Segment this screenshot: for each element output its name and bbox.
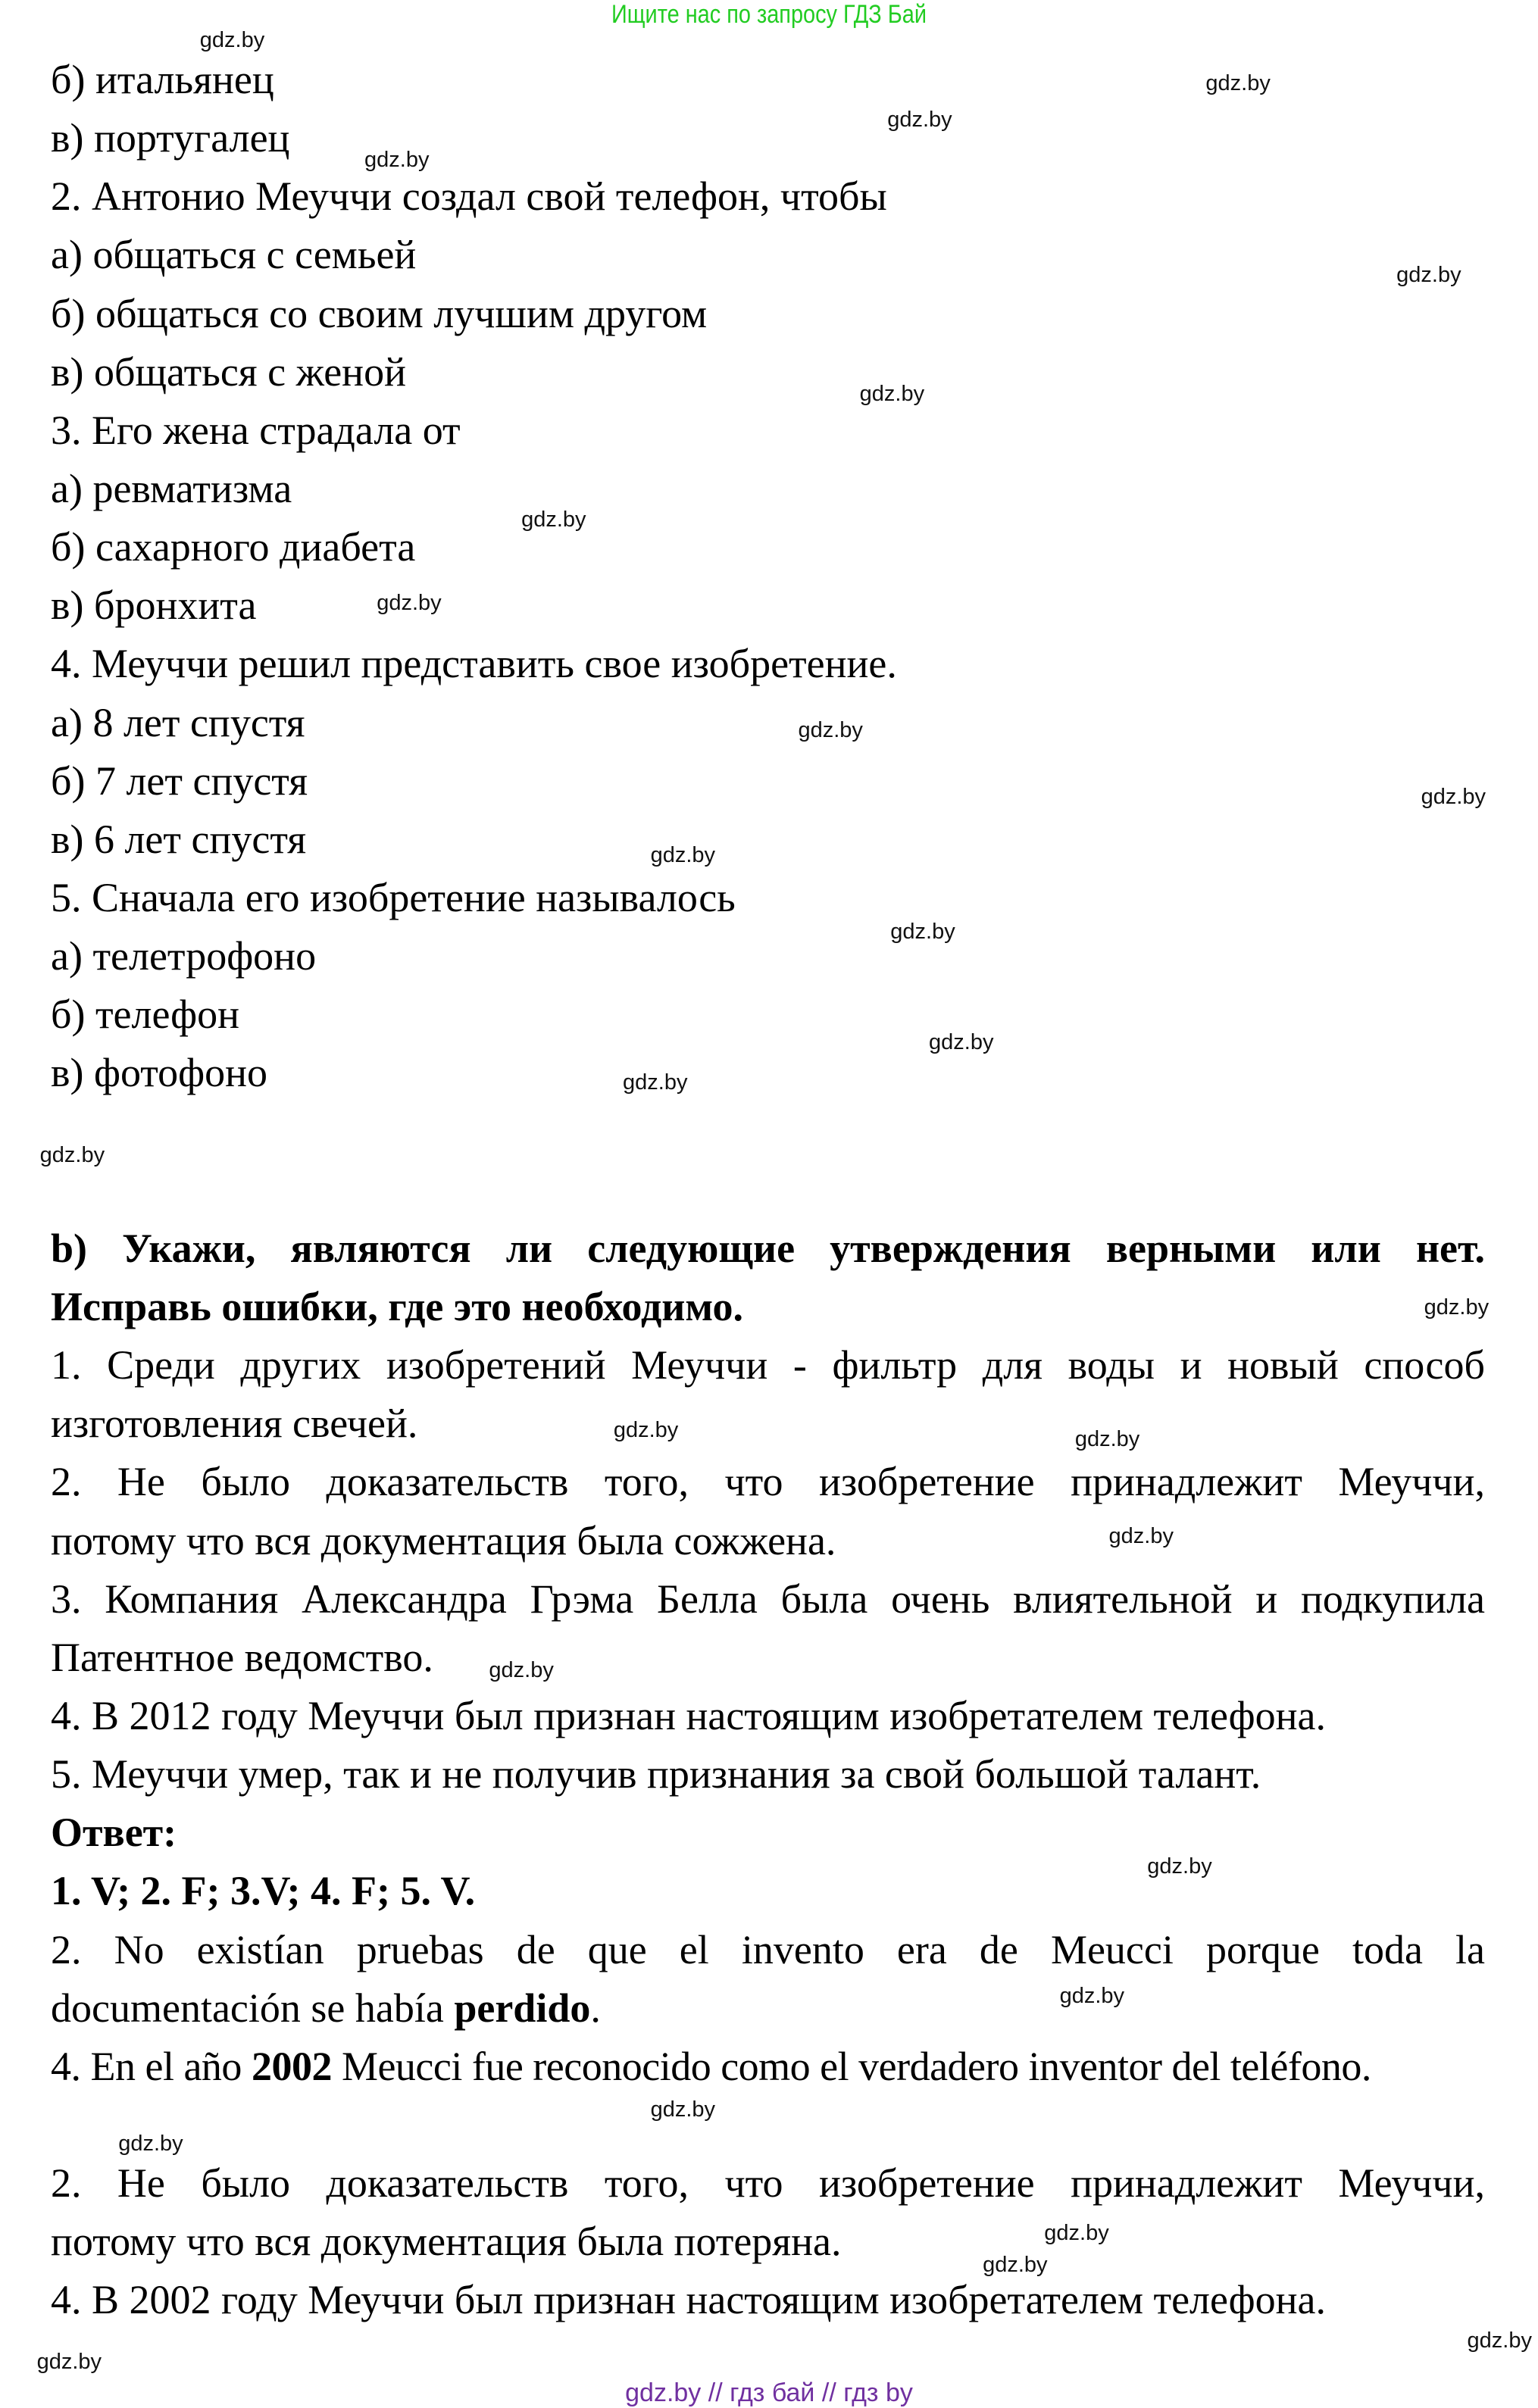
watermark: gdz.by bbox=[859, 381, 925, 406]
answer-key: 1. V; 2. F; 3.V; 4. F; 5. V. bbox=[51, 1868, 476, 1914]
option-line: б) сахарного диабета bbox=[51, 524, 416, 570]
answer-ru-2: 2. Не было доказательств того, что изобретение принадлежит Меуччи, bbox=[51, 2160, 1485, 2207]
bold-word: perdido bbox=[454, 1985, 591, 2031]
watermark: gdz.by bbox=[798, 718, 863, 743]
watermark: gdz.by bbox=[890, 920, 955, 945]
watermark: gdz.by bbox=[199, 27, 265, 52]
watermark: gdz.by bbox=[1467, 2328, 1532, 2353]
watermark: gdz.by bbox=[887, 108, 952, 133]
question-line: 5. Сначала его изобретение называлось bbox=[51, 874, 736, 920]
statement-2-cont: потому что вся документация была сожжена. bbox=[51, 1517, 836, 1563]
statement-3-cont: Патентное ведомство. bbox=[51, 1634, 433, 1680]
watermark: gdz.by bbox=[613, 1417, 679, 1442]
watermark: gdz.by bbox=[521, 508, 586, 533]
option-line: в) общаться с женой bbox=[51, 348, 406, 395]
watermark: gdz.by bbox=[1108, 1523, 1174, 1548]
watermark: gdz.by bbox=[364, 148, 430, 173]
option-line: в) португалец bbox=[51, 115, 290, 161]
option-line: в) бронхита bbox=[51, 582, 257, 629]
option-line: а) ревматизма bbox=[51, 465, 292, 511]
watermark: gdz.by bbox=[1044, 2220, 1109, 2245]
statement-3: 3. Компания Александра Грэма Белла была очень влиятельной и подкупила bbox=[51, 1576, 1485, 1622]
watermark: gdz.by bbox=[489, 1657, 554, 1682]
document-body bbox=[51, 51, 1485, 2329]
text: 4. En el año bbox=[51, 2043, 252, 2089]
option-line: б) итальянец bbox=[51, 57, 274, 102]
statement-2: 2. Не было доказательств того, что изобретение принадлежит Меуччи, bbox=[51, 1459, 1485, 1505]
text: documentación se había bbox=[51, 1985, 455, 2031]
statement-4: 4. В 2012 году Меуччи был признан настоящим изобретателем телефона. bbox=[51, 1692, 1326, 1738]
watermark: gdz.by bbox=[1147, 1854, 1212, 1879]
question-line: 3. Его жена страдала от bbox=[51, 407, 461, 453]
text: . bbox=[590, 1985, 601, 2031]
answer-es-2: 2. No existían pruebas de que el invento era de Meucci porque toda la bbox=[51, 1926, 1485, 1972]
option-line: а) телетрофоно bbox=[51, 933, 317, 979]
bold-year: 2002 bbox=[251, 2043, 332, 2089]
watermark: gdz.by bbox=[377, 590, 442, 615]
answer-es-4 bbox=[51, 2038, 1485, 2096]
watermark: gdz.by bbox=[1424, 1295, 1490, 1320]
question-line: 4. Меуччи решил представить свое изобретение. bbox=[51, 641, 897, 687]
task-heading: b) Укажи, являются ли следующие утверждения верными или нет. bbox=[51, 1225, 1485, 1271]
watermark: gdz.by bbox=[1205, 70, 1271, 95]
answer-label: Ответ: bbox=[51, 1810, 177, 1856]
search-hint-banner: Ищите нас по запросу ГДЗ Бай bbox=[611, 0, 927, 29]
watermark: gdz.by bbox=[929, 1030, 994, 1055]
option-line: а) 8 лет спустя bbox=[51, 699, 305, 745]
watermark: gdz.by bbox=[1396, 263, 1461, 288]
watermark: gdz.by bbox=[118, 2131, 183, 2156]
answer-ru-4: 4. В 2002 году Меуччи был признан настоящим изобретателем телефона. bbox=[51, 2277, 1326, 2323]
watermark: gdz.by bbox=[623, 1070, 688, 1095]
watermark: gdz.by bbox=[36, 2350, 102, 2375]
statement-1: 1. Среди других изобретений Меуччи - фильтр для воды и новый способ bbox=[51, 1342, 1485, 1388]
statement-1-cont: изготовления свечей. bbox=[51, 1401, 418, 1447]
watermark: gdz.by bbox=[1421, 784, 1486, 809]
option-line: б) общаться со своим лучшим другом bbox=[51, 290, 708, 336]
option-line: в) фотофоно bbox=[51, 1050, 268, 1096]
watermark: gdz.by bbox=[39, 1142, 105, 1167]
answer-es-2-cont bbox=[51, 1979, 1485, 2038]
watermark: gdz.by bbox=[983, 2253, 1048, 2278]
footer-links[interactable]: gdz.by // гдз бай // гдз by bbox=[625, 2378, 913, 2407]
option-line: б) 7 лет спустя bbox=[51, 757, 308, 804]
question-line: 2. Антонио Меуччи создал свой телефон, чтобы bbox=[51, 173, 887, 220]
answer-ru-2-cont: потому что вся документация была потеряна. bbox=[51, 2219, 842, 2265]
option-line: а) общаться с семьей bbox=[51, 232, 417, 278]
watermark: gdz.by bbox=[1059, 1983, 1125, 2008]
task-heading-cont: Исправь ошибки, где это необходимо. bbox=[51, 1283, 743, 1329]
watermark: gdz.by bbox=[1074, 1427, 1140, 1452]
statement-5: 5. Меуччи умер, так и не получив признания за свой большой талант. bbox=[51, 1751, 1261, 1797]
option-line: б) телефон bbox=[51, 992, 239, 1038]
option-line: в) 6 лет спустя bbox=[51, 816, 307, 862]
watermark: gdz.by bbox=[650, 842, 716, 867]
text: Meucci fue reconocido como el verdadero inventor del teléfono. bbox=[331, 2043, 1371, 2089]
watermark: gdz.by bbox=[650, 2097, 716, 2122]
